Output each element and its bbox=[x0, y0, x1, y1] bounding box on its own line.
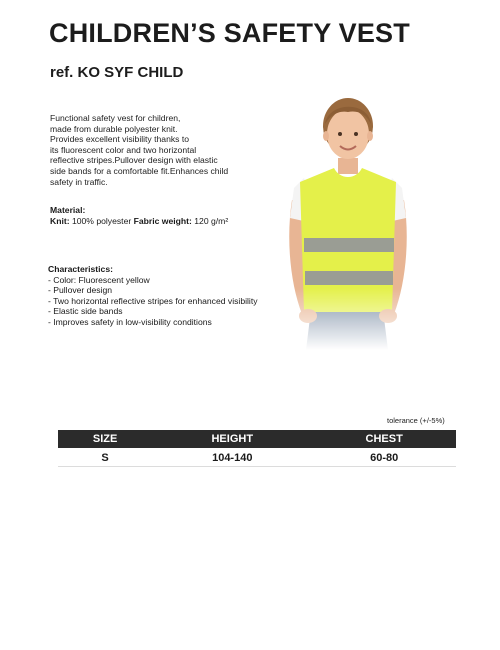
fabric-weight-label: Fabric weight: bbox=[133, 215, 192, 226]
size-table bbox=[58, 430, 456, 467]
knit-label: Knit: bbox=[50, 215, 70, 226]
chest-column-header: CHEST bbox=[312, 430, 456, 448]
product-title: CHILDREN’S SAFETY VEST bbox=[49, 18, 410, 48]
product-reference: ref. KO SYF CHILD bbox=[50, 64, 184, 81]
material-details bbox=[50, 216, 228, 227]
size-column-header: SIZE bbox=[58, 430, 152, 448]
knit-value: 100% polyester bbox=[71, 215, 132, 226]
material-heading: Material: bbox=[50, 205, 86, 215]
characteristic-item: - Color: Fluorescent yellow bbox=[48, 274, 150, 285]
table-row bbox=[58, 448, 456, 467]
characteristics-list bbox=[48, 275, 258, 328]
size-cell: S bbox=[58, 448, 152, 467]
description-line: Provides excellent visibility thanks to bbox=[50, 134, 189, 145]
characteristic-item: - Elastic side bands bbox=[48, 306, 123, 317]
fabric-weight-value: 120 g/m² bbox=[194, 215, 229, 226]
description-line: reflective stripes.Pullover design with elastic bbox=[50, 155, 218, 166]
product-description bbox=[50, 113, 280, 187]
characteristic-item: - Two horizontal reflective stripes for enhanced visibility bbox=[48, 295, 258, 306]
height-column-header: HEIGHT bbox=[152, 430, 312, 448]
characteristics-section bbox=[48, 264, 258, 328]
description-line: Functional safety vest for children, bbox=[50, 113, 181, 123]
product-photo-child-in-vest bbox=[278, 88, 418, 350]
tolerance-note: tolerance (+/-5%) bbox=[387, 416, 445, 425]
material-section bbox=[50, 205, 228, 226]
description-line: made from durable polyester knit. bbox=[50, 123, 178, 134]
characteristics-heading: Characteristics: bbox=[48, 264, 113, 274]
description-line: safety in traffic. bbox=[50, 176, 108, 187]
size-table-header-row bbox=[58, 430, 456, 448]
description-line: its fluorescent color and two horizontal bbox=[50, 144, 197, 155]
description-line: side bands for a comfortable fit.Enhances child bbox=[50, 165, 229, 176]
chest-cell: 60-80 bbox=[312, 448, 456, 467]
characteristic-item: - Improves safety in low-visibility conditions bbox=[48, 316, 212, 327]
characteristic-item: - Pullover design bbox=[48, 285, 113, 296]
height-cell: 104-140 bbox=[152, 448, 312, 467]
